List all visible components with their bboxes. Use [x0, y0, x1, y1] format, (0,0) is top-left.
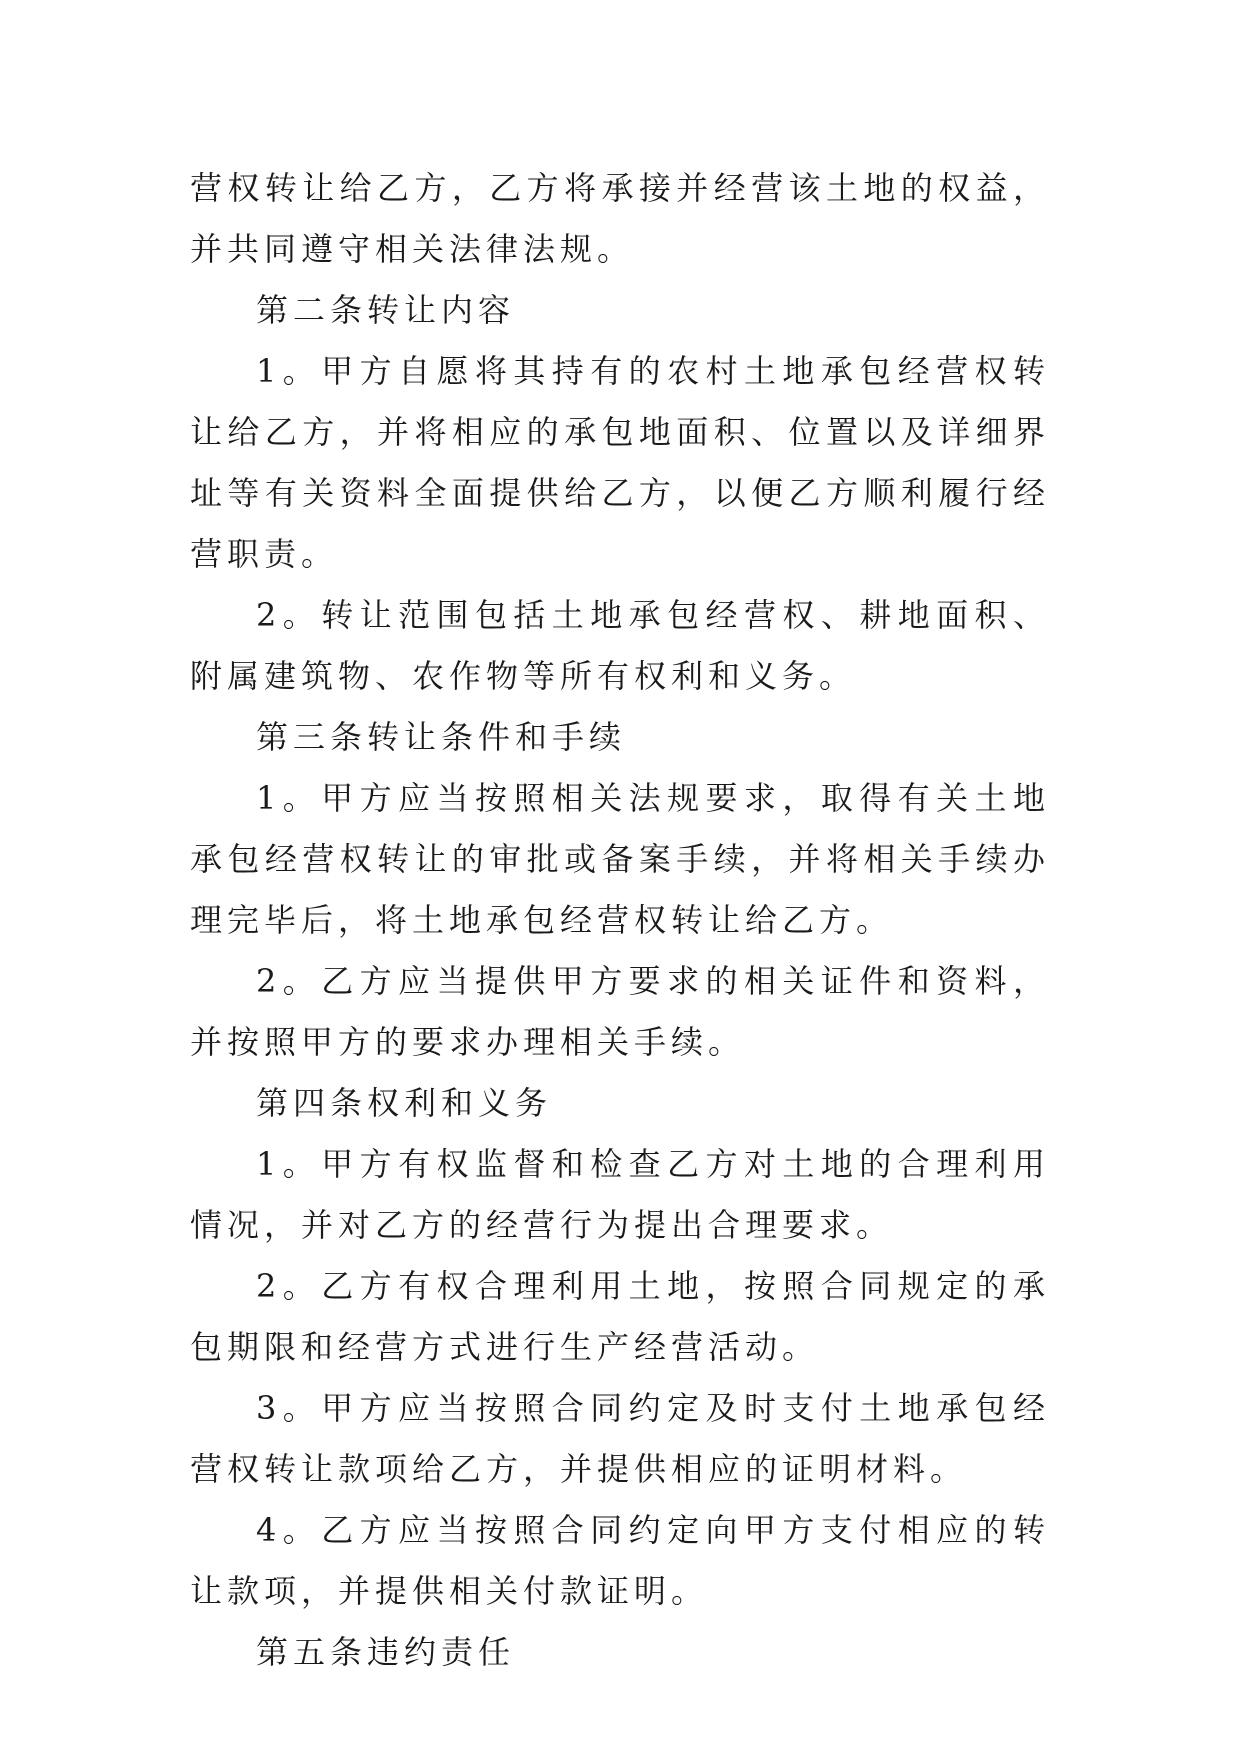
body-paragraph: 2。乙方应当提供甲方要求的相关证件和资料，并按照甲方的要求办理相关手续。 — [190, 962, 1050, 1061]
body-paragraph: 4。乙方应当按照合同约定向甲方支付相应的转让款项，并提供相关付款证明。 — [190, 1511, 1050, 1610]
article-heading-4: 第四条权利和义务 — [256, 1084, 553, 1122]
article-heading-5: 第五条违约责任 — [256, 1633, 516, 1671]
body-paragraph: 3。甲方应当按照合同约定及时支付土地承包经营权转让款项给乙方，并提供相应的证明材料。 — [190, 1389, 1050, 1488]
body-paragraph: 1。甲方应当按照相关法规要求，取得有关土地承包经营权转让的审批或备案手续，并将相关手续办理完毕后，将土地承包经营权转让给乙方。 — [190, 779, 1050, 939]
body-paragraph: 2。转让范围包括土地承包经营权、耕地面积、附属建筑物、农作物等所有权利和义务。 — [190, 596, 1050, 695]
body-paragraph-continuation: 营权转让给乙方，乙方将承接并经营该土地的权益，并共同遵守相关法律法规。 — [190, 169, 1050, 268]
body-paragraph: 2。乙方有权合理利用土地，按照合同规定的承包期限和经营方式进行生产经营活动。 — [190, 1267, 1050, 1366]
body-paragraph: 1。甲方自愿将其持有的农村土地承包经营权转让给乙方，并将相应的承包地面积、位置以及详细界址等有关资料全面提供给乙方，以便乙方顺利履行经营职责。 — [190, 352, 1050, 573]
article-heading-3: 第三条转让条件和手续 — [256, 718, 627, 756]
article-heading-2: 第二条转让内容 — [256, 291, 516, 329]
body-paragraph: 1。甲方有权监督和检查乙方对土地的合理利用情况，并对乙方的经营行为提出合理要求。 — [190, 1145, 1050, 1244]
document-body — [190, 158, 1050, 1683]
